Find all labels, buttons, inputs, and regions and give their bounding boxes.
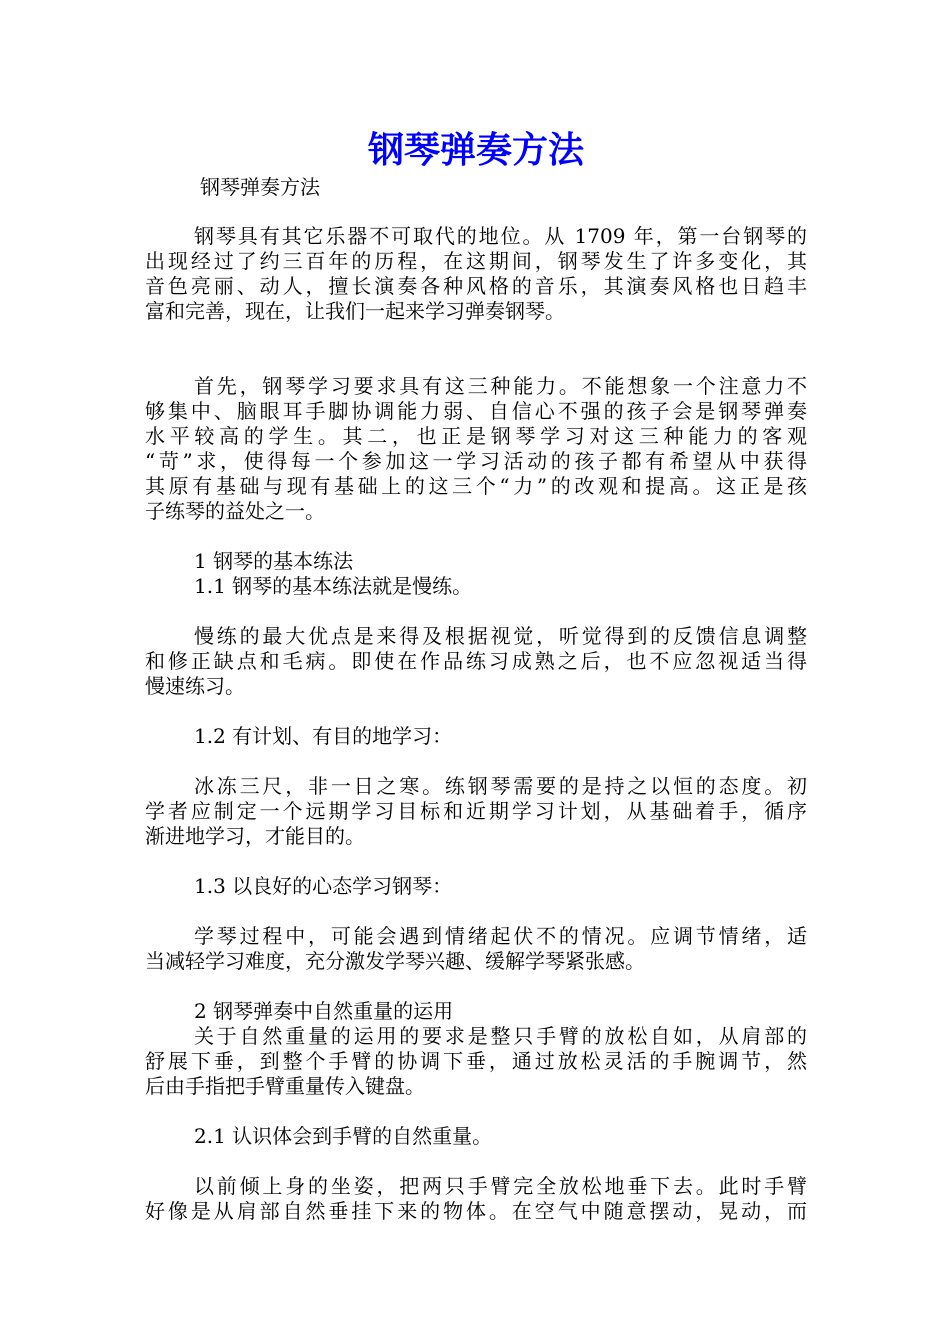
paragraph-line: 其原有基础与现有基础上的这三个“力”的改观和提高。这正是孩 (145, 474, 807, 498)
subsection-heading: 2.1 认识体会到手臂的自然重量。 (194, 1124, 493, 1148)
subsection-heading: 1.1 钢琴的基本练法就是慢练。 (194, 574, 473, 598)
document-subtitle: 钢琴弹奏方法 (200, 175, 320, 199)
paragraph-line: 学者应制定一个远期学习目标和近期学习计划，从基础着手，循序 (145, 799, 807, 823)
paragraph-line: 以前倾上身的坐姿，把两只手臂完全放松地垂下去。此时手臂 (194, 1174, 807, 1198)
section-heading: 1 钢琴的基本练法 (194, 549, 354, 573)
subsection-heading: 1.3 以良好的心态学习钢琴： (194, 874, 453, 898)
paragraph-line: 首先，钢琴学习要求具有这三种能力。不能想象一个注意力不 (194, 374, 807, 398)
paragraph-line: 钢琴具有其它乐器不可取代的地位。从 1709 年，第一台钢琴的 (194, 224, 807, 248)
paragraph-line: 当减轻学习难度，充分激发学琴兴趣、缓解学琴紧张感。 (145, 949, 645, 973)
paragraph-line: “苛”求，使得每一个参加这一学习活动的孩子都有希望从中获得 (145, 449, 807, 473)
subsection-heading: 1.2 有计划、有目的地学习： (194, 724, 453, 748)
paragraph-line: 渐进地学习，才能目的。 (145, 824, 365, 848)
paragraph-line: 出现经过了约三百年的历程，在这期间，钢琴发生了许多变化，其 (145, 249, 807, 273)
paragraph-line: 学琴过程中，可能会遇到情绪起伏不的情况。应调节情绪，适 (194, 924, 807, 948)
paragraph-line: 富和完善，现在，让我们一起来学习弹奏钢琴。 (145, 299, 565, 323)
paragraph-line: 音色亮丽、动人，擅长演奏各种风格的音乐，其演奏风格也日趋丰 (145, 274, 807, 298)
section-heading: 2 钢琴弹奏中自然重量的运用 (194, 999, 454, 1023)
paragraph-line: 冰冻三尺，非一日之寒。练钢琴需要的是持之以恒的态度。初 (194, 774, 807, 798)
paragraph-line: 好像是从肩部自然垂挂下来的物体。在空气中随意摆动，晃动，而 (145, 1199, 807, 1223)
paragraph-line: 关于自然重量的运用的要求是整只手臂的放松自如，从肩部的 (194, 1024, 807, 1048)
paragraph-line: 慢速练习。 (145, 674, 245, 698)
paragraph-line: 舒展下垂，到整个手臂的协调下垂，通过放松灵活的手腕调节，然 (145, 1049, 807, 1073)
paragraph-line: 水平较高的学生。其二，也正是钢琴学习对这三种能力的客观 (145, 424, 807, 448)
paragraph-line: 和修正缺点和毛病。即使在作品练习成熟之后，也不应忽视适当得 (145, 649, 807, 673)
paragraph-line: 子练琴的益处之一。 (145, 499, 325, 523)
paragraph-line: 够集中、脑眼耳手脚协调能力弱、自信心不强的孩子会是钢琴弹奏 (145, 399, 807, 423)
paragraph-line: 慢练的最大优点是来得及根据视觉，听觉得到的反馈信息调整 (194, 624, 807, 648)
paragraph-line: 后由手指把手臂重量传入键盘。 (145, 1074, 425, 1098)
document-title: 钢琴弹奏方法 (367, 129, 584, 171)
